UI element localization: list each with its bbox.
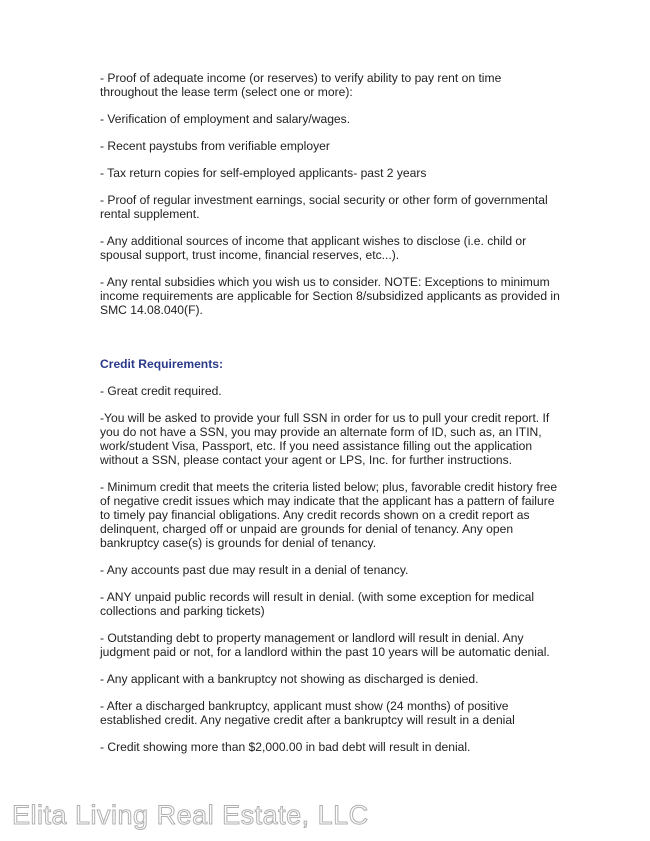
company-watermark: Elita Living Real Estate, LLC: [12, 800, 369, 830]
income-item: - Proof of regular investment earnings, social security or other form of governmental rental supplement.: [100, 193, 548, 221]
income-item: - Any additional sources of income that applicant wishes to disclose (i.e. child or spousal support, trust income, financial reserves, etc...).: [100, 234, 527, 262]
credit-item: - ANY unpaid public records will result in denial. (with some exception for medical collections and parking tickets): [100, 590, 535, 618]
credit-item: - Any accounts past due may result in a denial of tenancy.: [100, 563, 409, 577]
credit-item: - Any applicant with a bankruptcy not showing as discharged is denied.: [100, 672, 479, 686]
income-item: - Verification of employment and salary/wages.: [100, 112, 351, 126]
credit-item: - After a discharged bankruptcy, applicant must show (24 months) of positive established credit. Any negative credit after a bankruptcy will result in a denial: [100, 699, 515, 727]
income-item: - Any rental subsidies which you wish us to consider. NOTE: Exceptions to minimum income requirements are applicable for Section 8/subsidized applicants as provided in SMC 14.08.040(F).: [100, 275, 560, 317]
credit-item: - Outstanding debt to property management or landlord will result in denial. Any judgment paid or not, for a landlord within the past 10 years will be automatic denial.: [100, 631, 550, 659]
credit-item: - Great credit required.: [100, 384, 222, 398]
document-page: [100, 71, 560, 767]
credit-item: -You will be asked to provide your full SSN in order for us to pull your credit report. If you do not have a SSN, you may provide an alternate form of ID, such as, an ITIN, work/student Visa, Passport, etc. If you need assistance filling out the application without a SSN, please contact your agent or LPS, Inc. for further instructions.: [100, 411, 550, 467]
income-item: - Recent paystubs from verifiable employer: [100, 139, 330, 153]
credit-item: - Minimum credit that meets the criteria listed below; plus, favorable credit history free of negative credit issues which may indicate that the applicant has a pattern of failure to timely pay financial obligations. Any credit records shown on a credit report as delinquent, charged off or unpaid are grounds for denial of tenancy. Any open bankruptcy case(s) is grounds for denial of tenancy.: [100, 480, 558, 550]
credit-item: - Credit showing more than $2,000.00 in bad debt will result in denial.: [100, 740, 471, 754]
income-item: - Proof of adequate income (or reserves) to verify ability to pay rent on time throughout the lease term (select one or more):: [100, 71, 502, 99]
income-item: - Tax return copies for self-employed applicants- past 2 years: [100, 166, 427, 180]
income-requirements-list: [100, 71, 560, 317]
section-spacer: [100, 330, 560, 357]
credit-requirements-section: [100, 357, 560, 754]
credit-requirements-heading: Credit Requirements:: [100, 357, 223, 371]
